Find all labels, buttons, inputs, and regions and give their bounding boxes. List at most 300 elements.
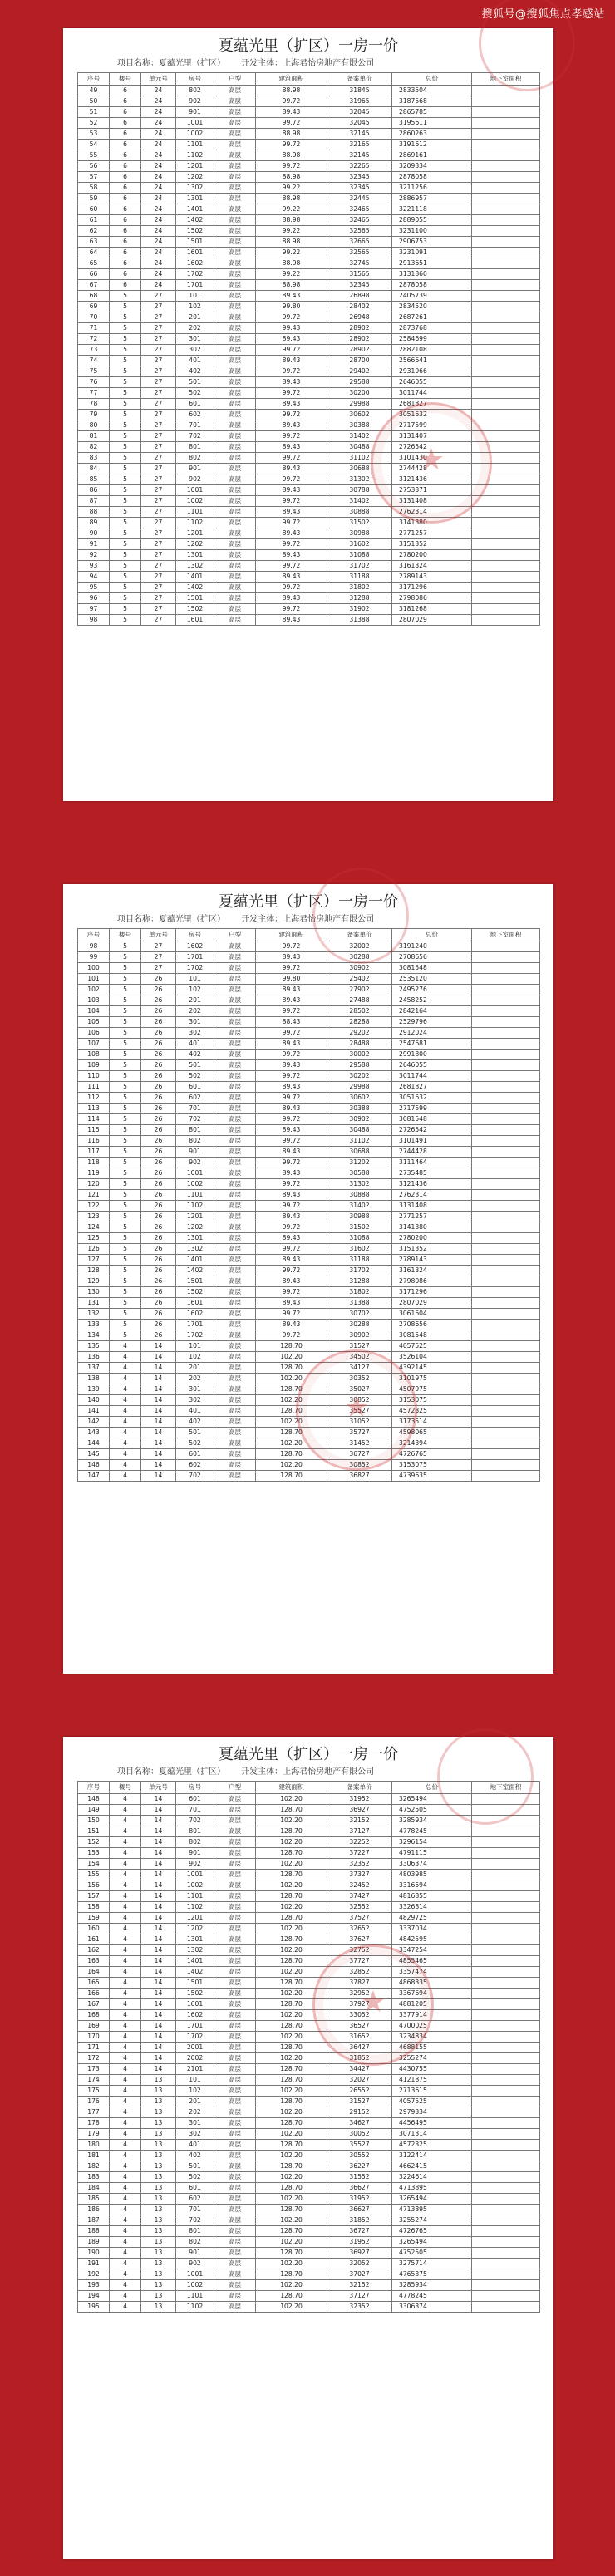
table-cell: 高层 bbox=[214, 1050, 256, 1060]
table-cell: 36727 bbox=[327, 2226, 392, 2237]
table-cell bbox=[472, 2269, 540, 2280]
table-row bbox=[78, 1417, 540, 1428]
table-cell: 1402 bbox=[176, 583, 214, 593]
table-cell: 5 bbox=[110, 941, 141, 952]
table-cell: 4 bbox=[110, 2291, 141, 2302]
table-cell: 24 bbox=[141, 280, 176, 291]
table-cell: 157 bbox=[78, 1891, 110, 1902]
table-cell: 1101 bbox=[176, 2291, 214, 2302]
table-cell: 111 bbox=[78, 1082, 110, 1093]
table-cell: 302 bbox=[176, 345, 214, 356]
table-cell: 31052 bbox=[327, 1417, 392, 1428]
table-cell: 3121436 bbox=[392, 1179, 472, 1190]
table-cell: 13 bbox=[141, 2226, 176, 2237]
table-cell: 13 bbox=[141, 2259, 176, 2269]
table-cell: 13 bbox=[141, 2086, 176, 2097]
table-cell: 13 bbox=[141, 2205, 176, 2215]
table-cell bbox=[472, 356, 540, 366]
table-cell: 69 bbox=[78, 302, 110, 312]
table-cell: 179 bbox=[78, 2129, 110, 2140]
table-row bbox=[78, 2183, 540, 2194]
table-cell: 128.70 bbox=[256, 1934, 327, 1945]
table-cell: 31388 bbox=[327, 615, 392, 626]
table-cell: 108 bbox=[78, 1050, 110, 1060]
table-cell bbox=[472, 453, 540, 464]
table-cell: 193 bbox=[78, 2280, 110, 2291]
table-cell: 902 bbox=[176, 2259, 214, 2269]
table-cell: 27 bbox=[141, 377, 176, 388]
table-cell: 4 bbox=[110, 1417, 141, 1428]
table-cell: 34427 bbox=[327, 2064, 392, 2075]
table-row bbox=[78, 204, 540, 215]
table-cell: 144 bbox=[78, 1438, 110, 1449]
table-cell: 13 bbox=[141, 2161, 176, 2172]
table-row bbox=[78, 1168, 540, 1179]
table-cell bbox=[472, 1212, 540, 1222]
table-cell: 高层 bbox=[214, 2280, 256, 2291]
table-row bbox=[78, 2172, 540, 2183]
table-cell: 5 bbox=[110, 485, 141, 496]
table-cell: 32652 bbox=[327, 1924, 392, 1934]
table-cell: 13 bbox=[141, 2215, 176, 2226]
table-cell: 32445 bbox=[327, 194, 392, 204]
table-cell: 26 bbox=[141, 1082, 176, 1093]
table-cell: 401 bbox=[176, 1406, 214, 1417]
table-cell: 168 bbox=[78, 2010, 110, 2021]
table-cell: 14 bbox=[141, 1428, 176, 1438]
table-row bbox=[78, 1999, 540, 2010]
table-cell: 4 bbox=[110, 2118, 141, 2129]
table-cell bbox=[472, 1276, 540, 1287]
table-cell: 5 bbox=[110, 518, 141, 528]
table-cell: 99.72 bbox=[256, 941, 327, 952]
table-cell: 89.43 bbox=[256, 1168, 327, 1179]
table-cell: 高层 bbox=[214, 96, 256, 107]
table-cell bbox=[472, 1168, 540, 1179]
table-cell: 27 bbox=[141, 312, 176, 323]
table-row bbox=[78, 1114, 540, 1125]
table-cell: 402 bbox=[176, 1050, 214, 1060]
table-cell: 88.43 bbox=[256, 1017, 327, 1028]
table-cell bbox=[472, 561, 540, 572]
table-cell: 高层 bbox=[214, 302, 256, 312]
table-cell: 128.70 bbox=[256, 1999, 327, 2010]
table-cell: 4842595 bbox=[392, 1934, 472, 1945]
table-cell: 26 bbox=[141, 1006, 176, 1017]
table-cell: 37927 bbox=[327, 1999, 392, 2010]
table-cell: 88.98 bbox=[256, 86, 327, 96]
table-cell bbox=[472, 1848, 540, 1859]
table-cell: 14 bbox=[141, 1449, 176, 1460]
table-cell: 99.72 bbox=[256, 410, 327, 420]
table-row bbox=[78, 2205, 540, 2215]
table-cell: 高层 bbox=[214, 1352, 256, 1363]
table-cell bbox=[472, 1320, 540, 1330]
table-cell: 1002 bbox=[176, 1880, 214, 1891]
table-cell: 高层 bbox=[214, 2151, 256, 2161]
table-cell: 26 bbox=[141, 1125, 176, 1136]
table-cell: 99.72 bbox=[256, 1071, 327, 1082]
table-cell: 3285934 bbox=[392, 1816, 472, 1826]
table-cell bbox=[472, 539, 540, 550]
table-cell bbox=[472, 2172, 540, 2183]
table-cell: 99.72 bbox=[256, 140, 327, 150]
table-row bbox=[78, 995, 540, 1006]
table-cell: 3187568 bbox=[392, 96, 472, 107]
table-cell: 28700 bbox=[327, 356, 392, 366]
table-cell: 27 bbox=[141, 388, 176, 399]
table-cell bbox=[472, 1374, 540, 1384]
table-cell: 1201 bbox=[176, 1913, 214, 1924]
table-cell: 119 bbox=[78, 1168, 110, 1179]
table-cell: 13 bbox=[141, 2248, 176, 2259]
table-cell: 99.72 bbox=[256, 453, 327, 464]
table-cell: 4 bbox=[110, 1826, 141, 1837]
table-cell: 24 bbox=[141, 269, 176, 280]
table-row bbox=[78, 1082, 540, 1093]
table-cell: 高层 bbox=[214, 1805, 256, 1816]
table-row bbox=[78, 474, 540, 485]
table-cell: 201 bbox=[176, 312, 214, 323]
table-cell: 84 bbox=[78, 464, 110, 474]
table-row bbox=[78, 2064, 540, 2075]
table-row bbox=[78, 2075, 540, 2086]
table-cell: 高层 bbox=[214, 1438, 256, 1449]
table-cell: 3081548 bbox=[392, 963, 472, 974]
table-cell: 4752505 bbox=[392, 2248, 472, 2259]
table-cell: 54 bbox=[78, 140, 110, 150]
table-cell: 高层 bbox=[214, 2237, 256, 2248]
table-cell: 133 bbox=[78, 1320, 110, 1330]
table-cell: 701 bbox=[176, 1805, 214, 1816]
table-cell: 2807029 bbox=[392, 615, 472, 626]
table-cell: 3224614 bbox=[392, 2172, 472, 2183]
table-cell: 14 bbox=[141, 1460, 176, 1471]
table-row bbox=[78, 453, 540, 464]
table-cell: 高层 bbox=[214, 1104, 256, 1114]
table-cell: 114 bbox=[78, 1114, 110, 1125]
table-cell: 901 bbox=[176, 107, 214, 118]
table-cell: 128.70 bbox=[256, 1870, 327, 1880]
table-cell bbox=[472, 2075, 540, 2086]
table-cell: 99.72 bbox=[256, 431, 327, 442]
table-cell bbox=[472, 1460, 540, 1471]
table-cell: 3357474 bbox=[392, 1967, 472, 1978]
table-cell: 5 bbox=[110, 1320, 141, 1330]
table-cell: 26 bbox=[141, 1276, 176, 1287]
table-cell: 502 bbox=[176, 388, 214, 399]
table-cell: 3191240 bbox=[392, 941, 472, 952]
table-cell: 32152 bbox=[327, 2280, 392, 2291]
table-cell bbox=[472, 1082, 540, 1093]
table-cell: 701 bbox=[176, 420, 214, 431]
table-cell: 1602 bbox=[176, 2010, 214, 2021]
table-cell bbox=[472, 269, 540, 280]
table-cell: 401 bbox=[176, 2140, 214, 2151]
table-cell: 102.20 bbox=[256, 2302, 327, 2313]
table-cell: 1401 bbox=[176, 1255, 214, 1266]
table-cell: 801 bbox=[176, 442, 214, 453]
table-cell: 4 bbox=[110, 2043, 141, 2053]
table-cell: 95 bbox=[78, 583, 110, 593]
table-cell: 89.43 bbox=[256, 420, 327, 431]
table-cell: 高层 bbox=[214, 1460, 256, 1471]
table-cell: 4 bbox=[110, 1870, 141, 1880]
table-cell: 302 bbox=[176, 2129, 214, 2140]
table-cell: 4 bbox=[110, 2053, 141, 2064]
table-cell: 28902 bbox=[327, 345, 392, 356]
table-cell: 高层 bbox=[214, 2086, 256, 2097]
table-cell: 99.72 bbox=[256, 561, 327, 572]
table-cell: 1102 bbox=[176, 518, 214, 528]
table-cell bbox=[472, 1039, 540, 1050]
table-cell: 3195611 bbox=[392, 118, 472, 129]
table-cell: 13 bbox=[141, 2194, 176, 2205]
table-cell: 702 bbox=[176, 431, 214, 442]
table-cell: 3151352 bbox=[392, 539, 472, 550]
price-sheet-page-1 bbox=[63, 28, 554, 801]
table-cell bbox=[472, 1449, 540, 1460]
table-cell: 29988 bbox=[327, 399, 392, 410]
table-cell: 3051632 bbox=[392, 1093, 472, 1104]
table-cell: 2865785 bbox=[392, 107, 472, 118]
table-row bbox=[78, 615, 540, 626]
table-cell: 88.98 bbox=[256, 258, 327, 269]
table-cell: 70 bbox=[78, 312, 110, 323]
table-cell bbox=[472, 2129, 540, 2140]
table-cell: 高层 bbox=[214, 464, 256, 474]
table-cell: 31102 bbox=[327, 1136, 392, 1147]
project-info bbox=[77, 914, 539, 926]
column-header: 建筑面积 bbox=[256, 1782, 327, 1794]
table-cell: 14 bbox=[141, 2064, 176, 2075]
table-cell bbox=[472, 464, 540, 474]
table-cell: 24 bbox=[141, 140, 176, 150]
table-cell: 3071314 bbox=[392, 2129, 472, 2140]
table-cell: 5 bbox=[110, 1276, 141, 1287]
table-row bbox=[78, 2097, 540, 2107]
table-cell: 13 bbox=[141, 2075, 176, 2086]
table-cell: 1302 bbox=[176, 183, 214, 194]
table-cell: 99.72 bbox=[256, 96, 327, 107]
table-cell: 37727 bbox=[327, 1956, 392, 1967]
table-cell: 102 bbox=[176, 2086, 214, 2097]
table-cell bbox=[472, 2086, 540, 2097]
table-cell: 3011744 bbox=[392, 388, 472, 399]
table-cell: 3209334 bbox=[392, 161, 472, 172]
table-cell: 128.70 bbox=[256, 2183, 327, 2194]
table-cell: 26 bbox=[141, 1104, 176, 1114]
table-cell: 高层 bbox=[214, 1363, 256, 1374]
table-cell: 24 bbox=[141, 194, 176, 204]
table-cell: 高层 bbox=[214, 2118, 256, 2129]
table-cell bbox=[472, 1902, 540, 1913]
table-cell: 89.43 bbox=[256, 1276, 327, 1287]
table-cell: 32152 bbox=[327, 1816, 392, 1826]
table-cell: 30288 bbox=[327, 952, 392, 963]
table-cell: 32027 bbox=[327, 2075, 392, 2086]
table-cell: 89.43 bbox=[256, 1255, 327, 1266]
table-cell: 30052 bbox=[327, 2129, 392, 2140]
document-title: 夏蕴光里（扩区）一房一价 bbox=[219, 37, 398, 55]
table-row bbox=[78, 1837, 540, 1848]
table-cell: 2717599 bbox=[392, 420, 472, 431]
table-row bbox=[78, 2269, 540, 2280]
table-cell bbox=[472, 1805, 540, 1816]
table-cell: 88.98 bbox=[256, 194, 327, 204]
table-row bbox=[78, 2226, 540, 2237]
table-row bbox=[78, 941, 540, 952]
table-cell: 149 bbox=[78, 1805, 110, 1816]
table-cell: 99.72 bbox=[256, 1114, 327, 1125]
table-cell: 112 bbox=[78, 1093, 110, 1104]
table-cell: 高层 bbox=[214, 2226, 256, 2237]
table-cell: 2906753 bbox=[392, 237, 472, 248]
table-cell: 57 bbox=[78, 172, 110, 183]
table-cell: 1301 bbox=[176, 194, 214, 204]
table-cell bbox=[472, 366, 540, 377]
table-cell: 35027 bbox=[327, 1384, 392, 1395]
table-cell: 58 bbox=[78, 183, 110, 194]
table-cell: 2889055 bbox=[392, 215, 472, 226]
table-row bbox=[78, 1287, 540, 1298]
table-cell: 24 bbox=[141, 237, 176, 248]
table-cell: 4 bbox=[110, 2183, 141, 2194]
table-cell: 30688 bbox=[327, 464, 392, 474]
table-cell: 3161324 bbox=[392, 1266, 472, 1276]
table-cell: 14 bbox=[141, 1924, 176, 1934]
table-cell: 5 bbox=[110, 453, 141, 464]
table-cell: 2726542 bbox=[392, 1125, 472, 1136]
table-cell bbox=[472, 496, 540, 507]
column-header: 户型 bbox=[214, 73, 256, 86]
table-cell: 26 bbox=[141, 974, 176, 985]
table-cell: 402 bbox=[176, 2151, 214, 2161]
table-cell: 2979334 bbox=[392, 2107, 472, 2118]
table-cell: 高层 bbox=[214, 485, 256, 496]
table-cell: 26 bbox=[141, 1309, 176, 1320]
table-cell: 89.43 bbox=[256, 507, 327, 518]
table-cell: 30388 bbox=[327, 420, 392, 431]
table-cell bbox=[472, 1989, 540, 1999]
table-cell: 189 bbox=[78, 2237, 110, 2248]
table-cell: 24 bbox=[141, 226, 176, 237]
table-cell: 24 bbox=[141, 86, 176, 96]
table-cell bbox=[472, 1298, 540, 1309]
table-cell: 31288 bbox=[327, 1276, 392, 1287]
table-cell: 高层 bbox=[214, 399, 256, 410]
table-cell: 6 bbox=[110, 129, 141, 140]
table-row bbox=[78, 1179, 540, 1190]
table-cell: 5 bbox=[110, 388, 141, 399]
table-cell: 4572325 bbox=[392, 2140, 472, 2151]
table-cell: 89.43 bbox=[256, 377, 327, 388]
table-cell: 5 bbox=[110, 1298, 141, 1309]
table-cell: 31302 bbox=[327, 1179, 392, 1190]
table-cell: 89.43 bbox=[256, 1082, 327, 1093]
table-cell: 3051632 bbox=[392, 410, 472, 420]
table-cell: 36827 bbox=[327, 1471, 392, 1482]
table-cell: 94 bbox=[78, 572, 110, 583]
table-row bbox=[78, 583, 540, 593]
table-cell: 4 bbox=[110, 1978, 141, 1989]
column-header: 总价 bbox=[392, 73, 472, 86]
table-cell: 高层 bbox=[214, 539, 256, 550]
table-cell bbox=[472, 2259, 540, 2269]
table-cell: 26 bbox=[141, 1298, 176, 1309]
table-row bbox=[78, 1870, 540, 1880]
table-cell: 32345 bbox=[327, 172, 392, 183]
table-cell: 31188 bbox=[327, 572, 392, 583]
table-cell: 32252 bbox=[327, 1837, 392, 1848]
table-cell: 195 bbox=[78, 2302, 110, 2313]
table-cell: 4057525 bbox=[392, 2097, 472, 2107]
table-row bbox=[78, 2248, 540, 2259]
table-cell bbox=[472, 1837, 540, 1848]
table-row bbox=[78, 496, 540, 507]
table-cell: 36227 bbox=[327, 2161, 392, 2172]
table-cell: 26 bbox=[141, 1320, 176, 1330]
table-cell: 14 bbox=[141, 1978, 176, 1989]
table-cell: 1002 bbox=[176, 2280, 214, 2291]
table-cell: 4 bbox=[110, 2280, 141, 2291]
table-cell bbox=[472, 995, 540, 1006]
table-cell: 27 bbox=[141, 334, 176, 345]
column-header: 户型 bbox=[214, 1782, 256, 1794]
table-cell: 601 bbox=[176, 1794, 214, 1805]
table-cell: 601 bbox=[176, 399, 214, 410]
table-row bbox=[78, 1805, 540, 1816]
table-cell: 26 bbox=[141, 1050, 176, 1060]
table-cell: 89.43 bbox=[256, 550, 327, 561]
table-cell: 99.22 bbox=[256, 248, 327, 258]
column-header: 建筑面积 bbox=[256, 73, 327, 86]
table-cell: 128.70 bbox=[256, 1913, 327, 1924]
table-cell: 高层 bbox=[214, 1017, 256, 1028]
table-cell: 4 bbox=[110, 1848, 141, 1859]
table-cell: 701 bbox=[176, 1104, 214, 1114]
table-cell: 高层 bbox=[214, 2032, 256, 2043]
table-cell: 6 bbox=[110, 86, 141, 96]
table-cell: 802 bbox=[176, 2237, 214, 2248]
table-cell: 1502 bbox=[176, 226, 214, 237]
table-cell: 高层 bbox=[214, 1212, 256, 1222]
table-cell: 36527 bbox=[327, 2021, 392, 2032]
price-sheet-page-2 bbox=[63, 884, 554, 1674]
table-cell: 89.43 bbox=[256, 593, 327, 604]
table-cell: 89.43 bbox=[256, 952, 327, 963]
table-cell bbox=[472, 1060, 540, 1071]
table-cell: 802 bbox=[176, 1136, 214, 1147]
table-cell: 13 bbox=[141, 2183, 176, 2194]
table-cell: 202 bbox=[176, 1006, 214, 1017]
table-cell: 128.70 bbox=[256, 1428, 327, 1438]
table-cell: 702 bbox=[176, 1114, 214, 1125]
table-cell: 1702 bbox=[176, 963, 214, 974]
table-cell: 180 bbox=[78, 2140, 110, 2151]
table-cell: 31852 bbox=[327, 2215, 392, 2226]
table-cell: 高层 bbox=[214, 1168, 256, 1179]
table-cell: 166 bbox=[78, 1989, 110, 1999]
table-cell: 高层 bbox=[214, 583, 256, 593]
table-cell bbox=[472, 1880, 540, 1891]
table-cell bbox=[472, 1006, 540, 1017]
table-cell bbox=[472, 1190, 540, 1201]
table-cell: 高层 bbox=[214, 1320, 256, 1330]
table-cell: 高层 bbox=[214, 995, 256, 1006]
table-cell: 1202 bbox=[176, 539, 214, 550]
table-cell: 6 bbox=[110, 183, 141, 194]
